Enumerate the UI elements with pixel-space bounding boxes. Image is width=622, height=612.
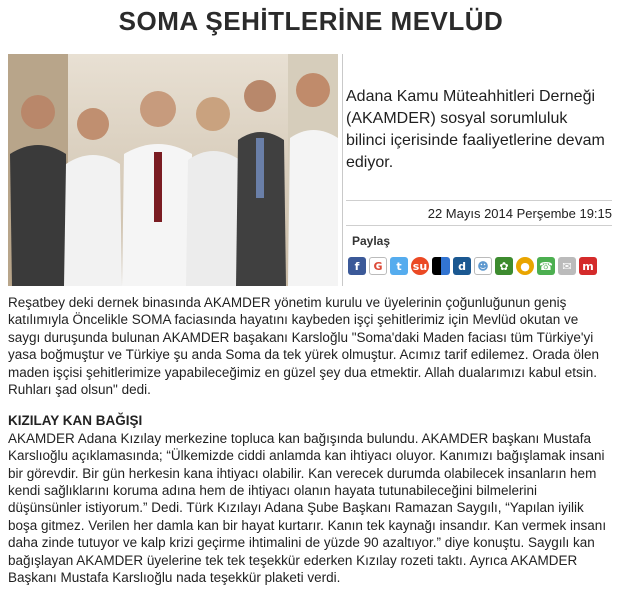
article-title: SOMA ŞEHİTLERİNE MEVLÜD [118, 6, 504, 36]
friendfeed-icon[interactable]: ☎ [537, 257, 555, 275]
twitter-icon[interactable]: t [390, 257, 408, 275]
article-photo [8, 54, 338, 286]
delicious-icon[interactable] [432, 257, 450, 275]
myspace-icon[interactable]: ✉ [558, 257, 576, 275]
yahoo-icon[interactable]: ● [516, 257, 534, 275]
facebook-icon[interactable]: f [348, 257, 366, 275]
digg-icon[interactable]: d [453, 257, 471, 275]
column-divider [342, 54, 343, 286]
article-body [8, 294, 614, 587]
technorati-icon[interactable]: ✿ [495, 257, 513, 275]
paragraph: Reşatbey deki dernek binasında AKAMDER yönetim kurulu ve üyelerinin çoğunluğunun geniş katılımıyla Öncelikle SOMA faciasında hayatını kaybeden işçi şehitlerimiz için Mevlüd okutan ve saygı duruşunda bulunan AKAMDER başakanı Karsloğlu "Soma'daki Maden faciası tüm Türkiye'yi yasa boğmuştur ve Türkiye şu anda Soma da tek yürek olmuştur. Acımız tarif edilemez. Orada ölen maden işçisi şehitlerimize yapabileceğimiz en güzel şey dua etmektir. Allah dualarımızı kabul etsin. Ruhları şad olsun" dedi. [8, 295, 600, 398]
share-icons [348, 257, 597, 275]
divider [346, 200, 612, 201]
article-date: 22 Mayıs 2014 Perşembe 19:15 [427, 206, 612, 221]
stumbleupon-icon[interactable]: su [411, 257, 429, 275]
divider [346, 225, 612, 226]
share-label: Paylaş [352, 234, 391, 248]
paragraph: AKAMDER Adana Kızılay merkezine topluca kan bağışında bulundu. AKAMDER başkanı Mustafa Karslıoğlu açıklamasında; “Ülkemizde ciddi anlamda kan ihtiyacı oluyor. Kanımızı bağışlamak insani bir görevdir. Bir gün herkesin kana ihtiyacı olabilir. Kan verecek durumda olabilecek insanların hem kendi sağlıklarını koruma adına hem de ihtiyacı olanın hayata tutunabileceğini bilmelerini düşünsünler istiyorum.” Dedi. Türk Kızılayı Adana Şube Başkanı Ramazan Saygılı, “Yapılan iyilik boşa gitmez. Verilen her damla kan bir hayat kurtarır. Kanın tek kaynağı insandır. Kan vermek insanı daha zinde tutuyor ve kalp krizi geçirme ihtimalini de yüzde 90 azaltıyor.” diye konuştu. Saygılı kan bağışlayan AKAMDER üyelerine tek tek teşekkür ederken Kızılay rozeti taktı. Ayrıca AKAMDER Başkanı Mustafa Karslıoğlu nada teşekkür plaketi verdi. [8, 430, 607, 586]
article-summary: Adana Kamu Müteahhitleri Derneği (AKAMDER) sosyal sorumluluk bilinci içerisinde faaliyetlerine devam ediyor. [346, 88, 605, 171]
subheading: KIZILAY KAN BAĞIŞI [8, 413, 143, 429]
google-icon[interactable]: G [369, 257, 387, 275]
reddit-icon[interactable]: ☻ [474, 257, 492, 275]
mixx-icon[interactable]: m [579, 257, 597, 275]
